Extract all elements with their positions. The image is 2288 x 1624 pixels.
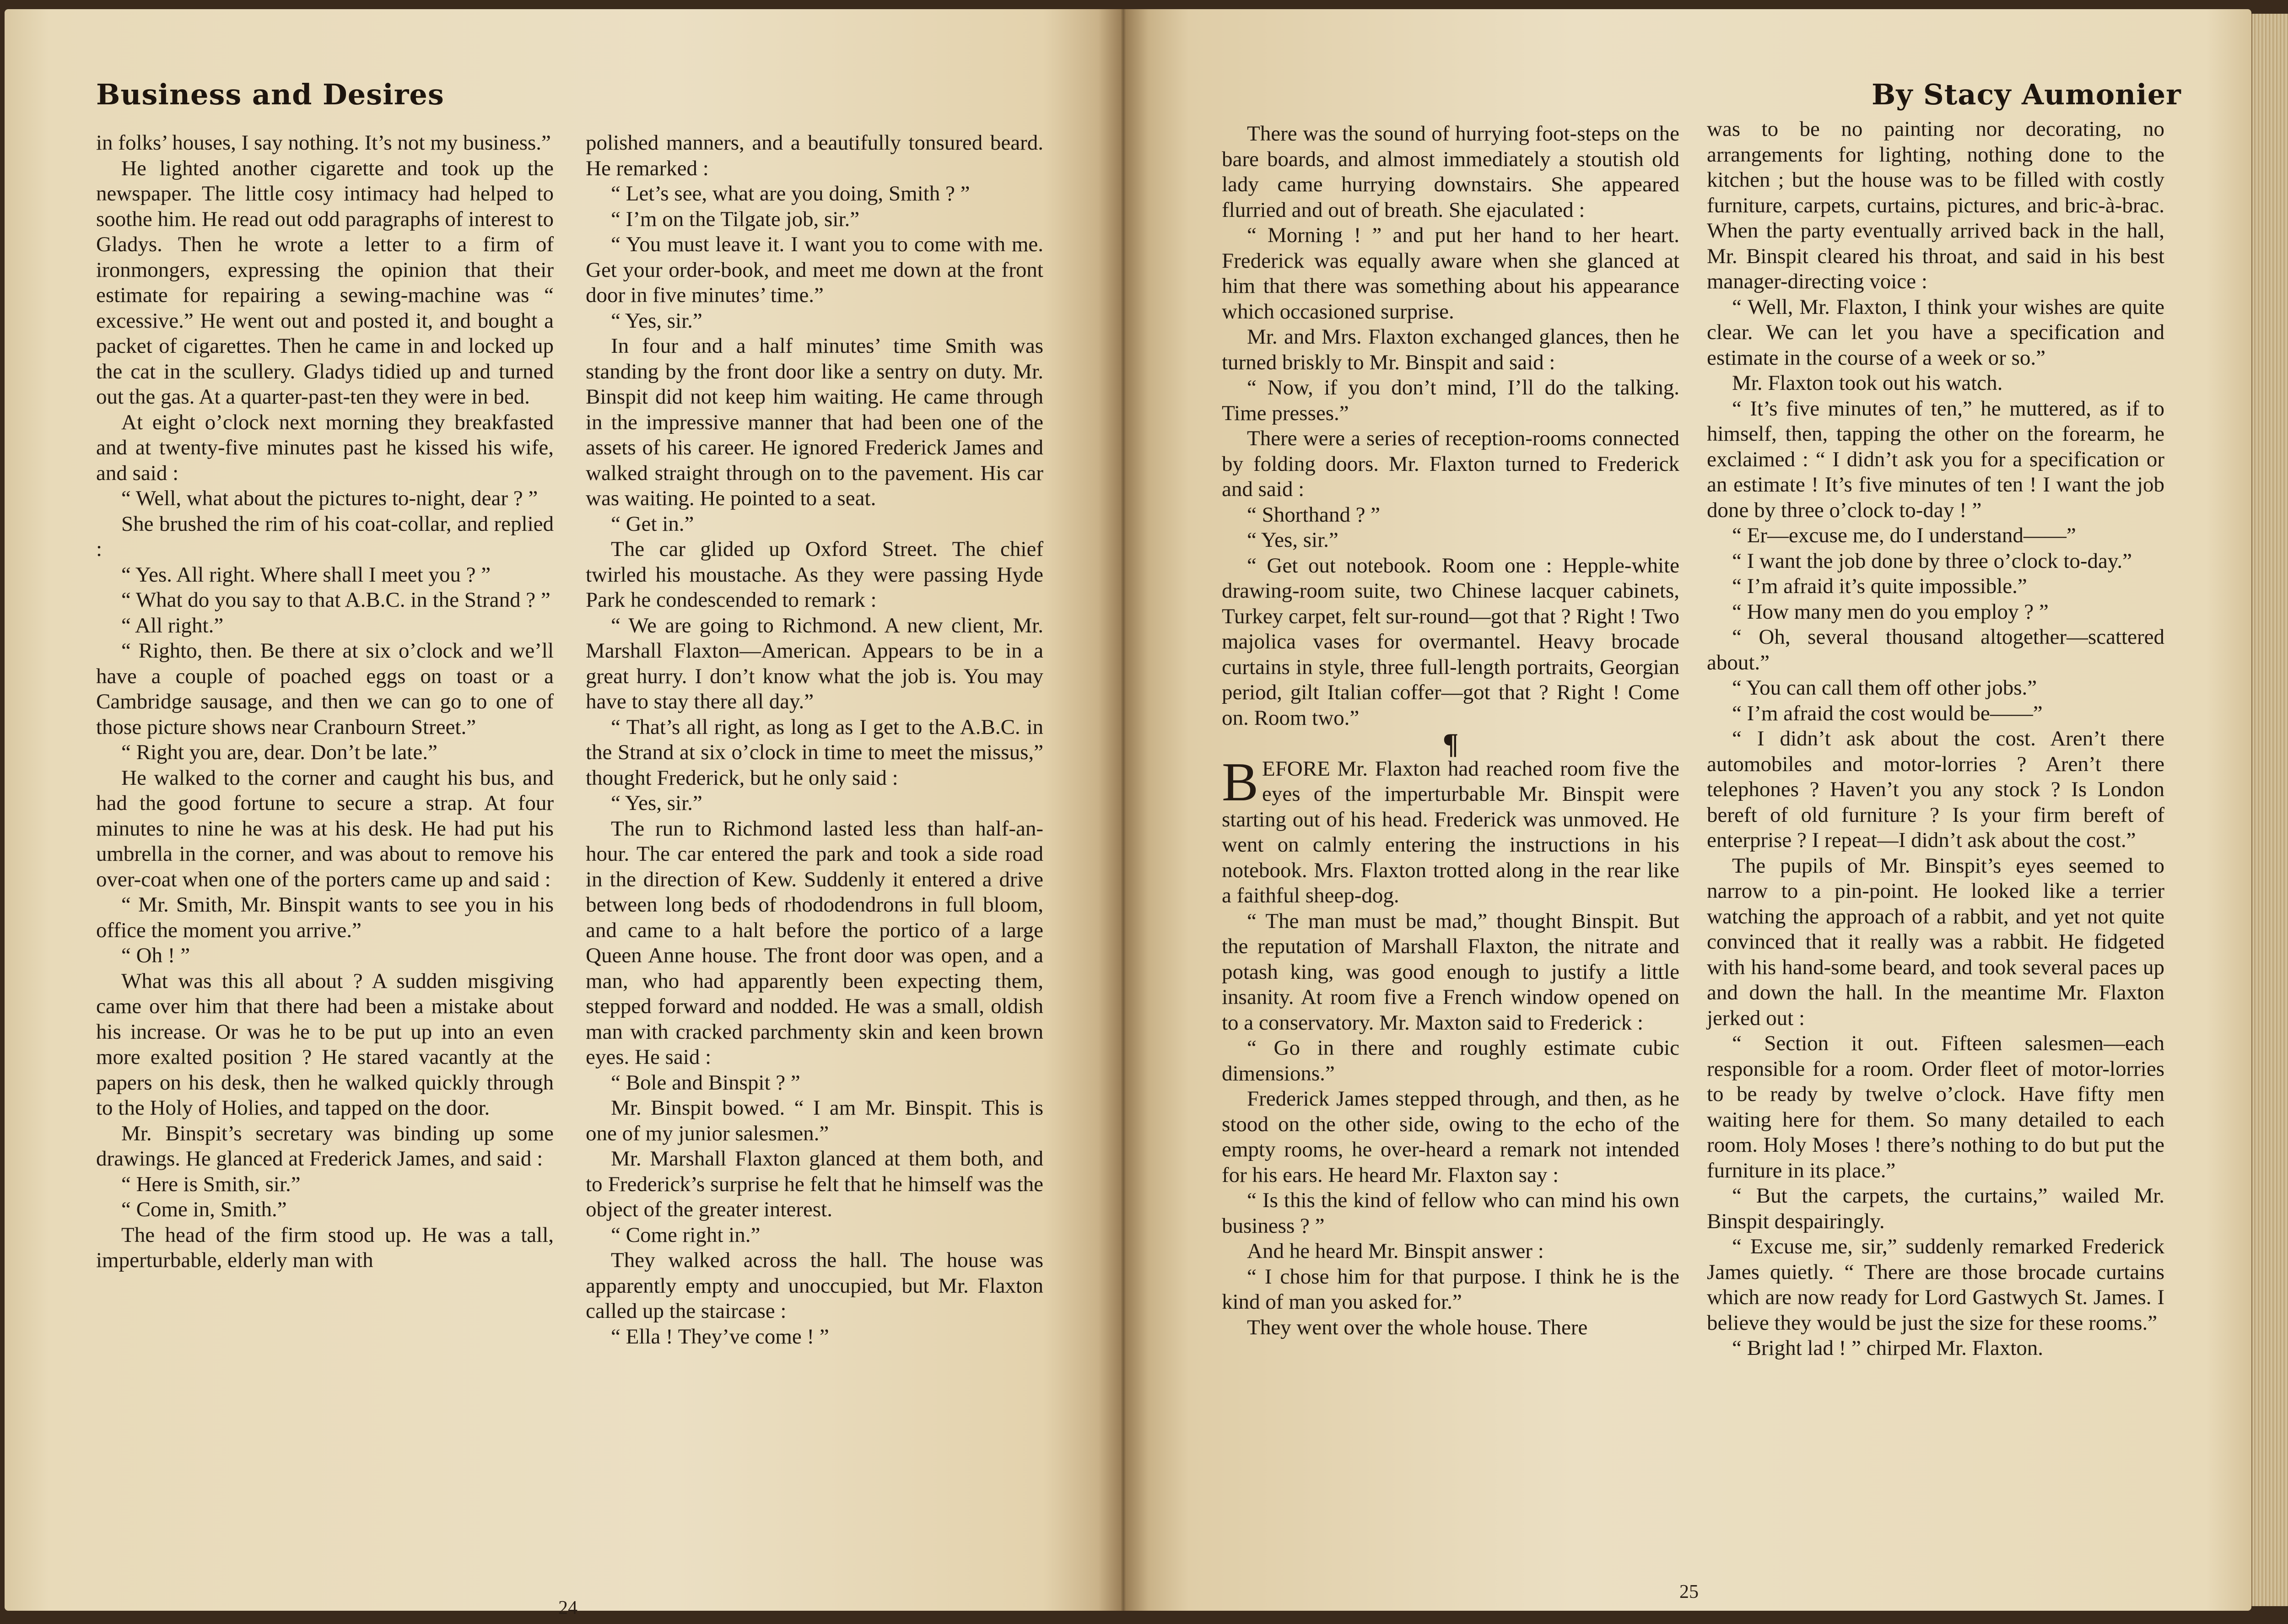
paragraph: “ Mr. Smith, Mr. Binspit wants to see you in his office the moment you arrive.” [96,893,554,942]
paragraph: “ Bright lad ! ” chirped Mr. Flaxton. [1732,1336,2044,1360]
paragraph: Mr. and Mrs. Flaxton exchanged glances, then he turned briskly to Mr. Binspit and said : [1222,325,1679,374]
page-fore-edge [2251,14,2288,1606]
paragraph: “ Yes, sir.” [611,308,702,333]
paragraph: He lighted another cigarette and took up the newspaper. The little cosy intimacy had helped to soothe him. He read out odd paragraphs of interest to Gladys. Then he wrote a letter to a firm of ironmongers, expressing the opinion that their estimate for repairing a sewing-machine was “ excessive.” He went out and posted it, and bought a packet of cigarettes. Then he came in and locked up the cat in the scullery. Gladys tidied up and turned out the gas. At a quarter-past-ten they were in bed. [96,156,554,409]
paragraph: “ The man must be mad,” thought Binspit. But the reputation of Marshall Flaxton, the nitrate and potash king, was good enough to justify a little insanity. At room five a French window opened on to a conservatory. Mr. Maxton said to Frederick : [1222,909,1679,1035]
paragraph: “ You can call them off other jobs.” [1732,676,2037,700]
paragraph: “ Excuse me, sir,” suddenly remarked Frederick James quietly. “ There are those brocade curtains which are now ready for Lord Gastwych St. James. I believe they would be just the size for these rooms.” [1707,1235,2164,1335]
page-number-right: 25 [1679,1581,1699,1602]
paragraph: They went over the whole house. There [1247,1315,1588,1339]
paragraph: In four and a half minutes’ time Smith was standing by the front door like a sentry on duty. Mr. Binspit did not keep him waiting. He came through in the impressive manner that had been one of the assets of his career. He ignored Frederick James and walked straight through on to the pavement. His car was waiting. He pointed to a seat. [586,334,1043,510]
paragraph: “ I chose him for that purpose. I think he is the kind of man you asked for.” [1222,1264,1679,1314]
paragraph: “ Shorthand ? ” [1247,502,1381,527]
running-head-left: Business and Desires [96,78,444,111]
paragraph: “ Ella ! They’ve come ! ” [611,1324,829,1349]
paragraph: “ Oh ! ” [121,944,190,967]
paragraph: There were a series of reception-rooms connected by folding doors. Mr. Flaxton turned to Frederick and said : [1222,426,1679,501]
dropcap-paragraph-text: EFORE Mr. Flaxton had reached room five the eyes of the imperturbable Mr. Binspit were starting out of his head. Frederick was unmoved. He went on calmly entering the instructions in his notebook. Mrs. Flaxton trotted along in the rear like a faithful sheep-dog. [1222,756,1679,907]
paragraph: “ What do you say to that A.B.C. in the Strand ? ” [121,588,550,612]
column-3 [1222,121,1679,1340]
paragraph: “ Righto, then. Be there at six o’clock and we’ll have a couple of poached eggs on toast or a Cambridge sausage, and then we can go to one of those picture shows near Cranbourn Street.” [96,639,554,739]
paragraph: “ Go in there and roughly estimate cubic dimensions.” [1222,1036,1679,1085]
paragraph: “ Let’s see, what are you doing, Smith ? ” [611,182,970,205]
paragraph: in folks’ houses, I say nothing. It’s not my business.” [96,131,551,155]
paragraph: “ Get in.” [611,512,694,536]
paragraph: What was this all about ? A sudden misgiving came over him that there had been a mistake about his increase. Or was he to be put up into an even more exalted position ? He stared vacantly at the papers on his desk, then he walked quickly through to the Holy of Holies, and tapped on the door. [96,969,554,1120]
column-3-upper [1222,121,1679,731]
drop-cap-letter: B [1222,751,1259,812]
paragraph: “ Now, if you don’t mind, I’ll do the talking. Time presses.” [1222,376,1679,425]
paragraph: “ I’m afraid it’s quite impossible.” [1732,574,2027,598]
paragraph: “ I want the job done by three o’clock to-day.” [1732,549,2132,573]
paragraph: “ We are going to Richmond. A new client, Mr. Marshall Flaxton—American. Appears to be in a great hurry. I don’t know what the job is. You may have to stay there all day.” [586,613,1043,713]
paragraph: “ Yes, sir.” [611,791,702,815]
paragraph: Frederick James stepped through, and then, as he stood on the other side, owing to the echo of the empty rooms, he over-heard a remark not intended for his ears. He heard Mr. Flaxton say : [1222,1087,1679,1187]
column-2 [586,130,1043,1349]
column-4 [1707,117,2164,1361]
paragraph: “ All right.” [121,613,224,637]
paragraph: “ Is this the kind of fellow who can mind his own business ? ” [1222,1188,1679,1238]
paragraph: The car glided up Oxford Street. The chief twirled his moustache. As they were passing Hyde Park he condescended to remark : [586,537,1043,612]
paragraph: “ Bole and Binspit ? ” [611,1070,800,1095]
paragraph: “ Right you are, dear. Don’t be late.” [121,740,437,764]
paragraph: There was the sound of hurrying foot-steps on the bare boards, and almost immediately a stoutish old lady came hurrying downstairs. She appeared flurried and out of breath. She ejaculated : [1222,122,1679,222]
paragraph: “ I’m on the Tilgate job, sir.” [611,207,860,231]
paragraph: He walked to the corner and caught his bus, and had the good fortune to secure a strap. At four minutes to nine he was at his desk. He had put his umbrella in the corner, and was about to remove his over-coat when one of the porters came up and said : [96,766,554,891]
book-gutter [1098,9,1149,1611]
paragraph: Mr. Flaxton took out his watch. [1732,371,2003,395]
paragraph: The pupils of Mr. Binspit’s eyes seemed to narrow to a pin-point. He looked like a terrier watching the approach of a rabbit, and yet not quite convinced that it really was a rabbit. He fidgeted with his hand-some beard, and took several paces up and down the hall. In the meantime Mr. Flaxton jerked out : [1707,853,2164,1030]
paragraph: “ Yes. All right. Where shall I meet you ? ” [121,562,491,587]
column-3-lower [1222,909,1679,1341]
paragraph: The head of the firm stood up. He was a tall, imperturbable, elderly man with [96,1223,554,1272]
paragraph: “ Oh, several thousand altogether—scattered about.” [1707,625,2164,674]
paragraph: was to be no painting nor decorating, no arrangements for lighting, nothing done to the kitchen ; but the house was to be filled with costly furniture, carpets, curtains, pictures, and bric-à-brac. When the party eventually arrived back in the hall, Mr. Binspit cleared his throat, and said in his best manager-directing voice : [1707,117,2164,293]
page-number-left: 24 [558,1597,577,1619]
paragraph: “ Section it out. Fifteen salesmen—each responsible for a room. Order fleet of motor-lorries to be ready by twelve o’clock. Have fifty men waiting here for them. So many detailed to each room. Holy Moses ! there’s nothing to do but put the furniture in its place.” [1707,1031,2164,1182]
paragraph: “ Well, Mr. Flaxton, I think your wishes are quite clear. We can let you have a specification and estimate in the course of a week or so.” [1707,295,2164,370]
paragraph: “ Here is Smith, sir.” [121,1172,301,1196]
paragraph: “ Come in, Smith.” [121,1198,287,1221]
paragraph: “ You must leave it. I want you to come with me. Get your order-book, and meet me down at the front door in five minutes’ time.” [586,232,1043,307]
paragraph: polished manners, and a beautifully tonsured beard. He remarked : [586,131,1043,180]
paragraph: “ Yes, sir.” [1247,528,1338,552]
paragraph: “ How many men do you employ ? ” [1732,599,2049,624]
paragraph: “ But the carpets, the curtains,” wailed Mr. Binspit despairingly. [1707,1184,2164,1233]
paragraph: “ Come right in.” [611,1223,761,1247]
paragraph: “ Get out notebook. Room one : Hepple-white drawing-room suite, two Chinese lacquer cabinets, Turkey carpet, felt sur-round—got that ? Right ! Two majolica vases for overmantel. Heavy brocade curtains in style, three full-length portraits, Georgian period, gilt Italian coffer—got that ? Right ! Come on. Room two.” [1222,553,1679,730]
paragraph: At eight o’clock next morning they breakfasted and at twenty-five minutes past he kissed his wife, and said : [96,410,554,485]
paragraph: “ I’m afraid the cost would be——” [1732,701,2043,725]
paragraph: She brushed the rim of his coat-collar, and replied : [96,512,554,561]
paragraph: “ Er—excuse me, do I understand——” [1732,523,2076,547]
paragraph: “ That’s all right, as long as I get to the A.B.C. in the Strand at six o’clock in time to meet the missus,” thought Frederick, but he only said : [586,715,1043,790]
paragraph: The run to Richmond lasted less than half-an-hour. The car entered the park and took a side road in the direction of Kew. Suddenly it entered a drive between long beds of rhododendrons in full bloom, and came to a halt before the portico of a large Queen Anne house. The front door was open, and a man, who had apparently been expecting them, stepped forward and nodded. He was a small, oldish man with cracked parchmenty skin and keen brown eyes. He said : [586,816,1043,1069]
running-head-right: By Stacy Aumonier [1872,78,2181,111]
column-1 [96,130,554,1273]
paragraph: “ It’s five minutes of ten,” he muttered, as if to himself, then, tapping the other on the forearm, he exclaimed : “ I didn’t ask you for a specification or an estimate ! It’s five minutes of ten ! I want the job done by three o’clock to-day ! ” [1707,396,2164,522]
paragraph: They walked across the hall. The house was apparently empty and unoccupied, but Mr. Flaxton called up the staircase : [586,1248,1043,1323]
dropcap-paragraph [1222,751,1679,909]
paragraph: Mr. Binspit’s secretary was binding up some drawings. He glanced at Frederick James, and said : [96,1121,554,1171]
section-mark: ¶ [1442,727,1459,760]
paragraph: And he heard Mr. Binspit answer : [1247,1239,1544,1263]
paragraph: “ Morning ! ” and put her hand to her heart. Frederick was equally aware when she glanced at him that there was something about his appearance which occasioned surprise. [1222,223,1679,324]
paragraph: Mr. Marshall Flaxton glanced at them both, and to Frederick’s surprise he felt that he himself was the object of the greater interest. [586,1147,1043,1221]
paragraph: “ I didn’t ask about the cost. Aren’t there automobiles and motor-lorries ? Aren’t there telephones ? Haven’t you any stock ? Is London bereft of old furniture ? Is your firm bereft of enterprise ? I repeat—I didn’t ask about the cost.” [1707,727,2164,852]
paragraph: “ Well, what about the pictures to-night, dear ? ” [121,486,538,510]
paragraph: Mr. Binspit bowed. “ I am Mr. Binspit. This is one of my junior salesmen.” [586,1096,1043,1145]
